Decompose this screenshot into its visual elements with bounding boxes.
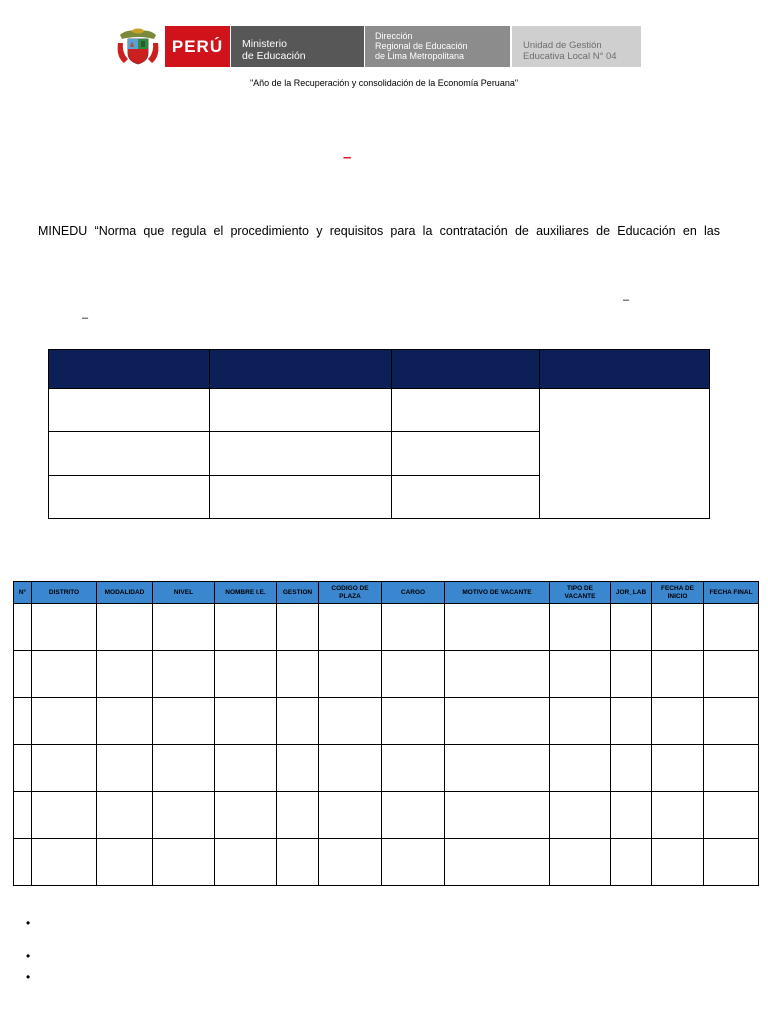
table-row bbox=[14, 604, 759, 651]
table-cell bbox=[550, 839, 611, 886]
table-cell bbox=[153, 839, 215, 886]
table-row bbox=[14, 839, 759, 886]
table-cell bbox=[277, 792, 319, 839]
bullet-point: • bbox=[26, 949, 31, 963]
table-cell bbox=[445, 839, 550, 886]
table-cell bbox=[153, 792, 215, 839]
dash-mark: – bbox=[82, 312, 89, 324]
col-header-school-name: NOMBRE I.E. bbox=[215, 582, 277, 604]
table-cell bbox=[611, 698, 652, 745]
col-header-start-date: FECHA DE INICIO bbox=[652, 582, 704, 604]
summary-row bbox=[49, 389, 710, 432]
col-header-workday: JOR_LAB bbox=[611, 582, 652, 604]
table-cell bbox=[550, 698, 611, 745]
table-row bbox=[14, 698, 759, 745]
summary-cell bbox=[49, 476, 210, 519]
table-cell bbox=[32, 651, 97, 698]
table-cell bbox=[277, 839, 319, 886]
summary-cell bbox=[392, 432, 540, 476]
table-cell bbox=[32, 745, 97, 792]
col-header-district: DISTRITO bbox=[32, 582, 97, 604]
dash-mark: – bbox=[623, 294, 630, 306]
table-cell bbox=[97, 651, 153, 698]
table-cell bbox=[611, 839, 652, 886]
table-cell bbox=[382, 698, 445, 745]
ministry-line-1: Ministerio bbox=[242, 38, 287, 50]
table-cell bbox=[14, 698, 32, 745]
table-cell bbox=[97, 604, 153, 651]
summary-cell bbox=[209, 476, 392, 519]
peru-logo-text: PERÚ bbox=[171, 36, 224, 56]
table-cell bbox=[704, 698, 759, 745]
table-cell bbox=[611, 604, 652, 651]
table-cell bbox=[550, 745, 611, 792]
regional-directorate-block bbox=[365, 26, 510, 67]
regional-line-1: Dirección bbox=[375, 31, 413, 41]
col-header-position: CARGO bbox=[382, 582, 445, 604]
table-cell bbox=[704, 604, 759, 651]
table-cell bbox=[215, 745, 277, 792]
table-cell bbox=[153, 604, 215, 651]
table-cell bbox=[97, 698, 153, 745]
table-cell bbox=[319, 792, 382, 839]
summary-merged-cell bbox=[540, 389, 710, 519]
table-cell bbox=[215, 651, 277, 698]
summary-header-cell bbox=[392, 350, 540, 389]
table-cell bbox=[550, 792, 611, 839]
table-cell bbox=[97, 792, 153, 839]
col-header-level: NIVEL bbox=[153, 582, 215, 604]
table-cell bbox=[14, 839, 32, 886]
table-row bbox=[14, 651, 759, 698]
table-cell bbox=[14, 604, 32, 651]
summary-header-cell bbox=[209, 350, 392, 389]
table-cell bbox=[382, 604, 445, 651]
table-cell bbox=[704, 651, 759, 698]
peru-logo bbox=[165, 26, 230, 67]
body-paragraph: MINEDU “Norma que regula el procedimiento y requisitos para la contratación de auxiliares de Educación en las bbox=[38, 224, 720, 238]
table-cell bbox=[153, 651, 215, 698]
col-header-post-code: CODIGO DE PLAZA bbox=[319, 582, 382, 604]
col-header-number: N° bbox=[14, 582, 32, 604]
table-cell bbox=[382, 651, 445, 698]
summary-header-row bbox=[49, 350, 710, 389]
ugel-line-2: Educativa Local N° 04 bbox=[523, 51, 617, 62]
table-cell bbox=[652, 604, 704, 651]
table-cell bbox=[215, 604, 277, 651]
coat-of-arms-icon bbox=[114, 27, 162, 67]
table-cell bbox=[611, 745, 652, 792]
table-cell bbox=[445, 792, 550, 839]
regional-line-3: de Lima Metropolitana bbox=[375, 51, 465, 61]
summary-cell bbox=[392, 476, 540, 519]
summary-header-cell bbox=[540, 350, 710, 389]
table-cell bbox=[550, 604, 611, 651]
table-cell bbox=[382, 792, 445, 839]
table-cell bbox=[215, 792, 277, 839]
table-cell bbox=[550, 651, 611, 698]
col-header-vacancy-reason: MOTIVO DE VACANTE bbox=[445, 582, 550, 604]
table-cell bbox=[32, 698, 97, 745]
ugel-line-1: Unidad de Gestión bbox=[523, 40, 602, 51]
bullet-point: • bbox=[26, 916, 31, 930]
table-cell bbox=[652, 792, 704, 839]
table-cell bbox=[319, 698, 382, 745]
year-motto: "Año de la Recuperación y consolidación de la Economía Peruana" bbox=[249, 78, 519, 88]
table-cell bbox=[652, 839, 704, 886]
table-cell bbox=[704, 745, 759, 792]
table-cell bbox=[611, 651, 652, 698]
regional-line-2: Regional de Educación bbox=[375, 41, 468, 51]
summary-cell bbox=[392, 389, 540, 432]
table-cell bbox=[652, 745, 704, 792]
table-cell bbox=[445, 604, 550, 651]
table-cell bbox=[277, 698, 319, 745]
ministry-line-2: de Educación bbox=[242, 50, 306, 62]
summary-cell bbox=[49, 389, 210, 432]
summary-cell bbox=[209, 389, 392, 432]
table-cell bbox=[97, 745, 153, 792]
table-cell bbox=[704, 839, 759, 886]
col-header-vacancy-type: TIPO DE VACANTE bbox=[550, 582, 611, 604]
table-cell bbox=[14, 792, 32, 839]
table-cell bbox=[32, 604, 97, 651]
table-cell bbox=[445, 698, 550, 745]
table-cell bbox=[319, 745, 382, 792]
table-cell bbox=[277, 745, 319, 792]
table-cell bbox=[445, 651, 550, 698]
col-header-modality: MODALIDAD bbox=[97, 582, 153, 604]
table-cell bbox=[153, 745, 215, 792]
table-cell bbox=[382, 839, 445, 886]
ministry-block bbox=[231, 26, 364, 67]
table-cell bbox=[277, 651, 319, 698]
ugel-block bbox=[512, 26, 641, 67]
table-cell bbox=[97, 839, 153, 886]
table-cell bbox=[319, 651, 382, 698]
summary-cell bbox=[209, 432, 392, 476]
table-cell bbox=[652, 651, 704, 698]
table-row bbox=[14, 792, 759, 839]
col-header-management: GESTION bbox=[277, 582, 319, 604]
table-cell bbox=[14, 745, 32, 792]
table-cell bbox=[319, 604, 382, 651]
vacancies-header-row bbox=[14, 582, 759, 604]
table-cell bbox=[14, 651, 32, 698]
table-cell bbox=[382, 745, 445, 792]
table-cell bbox=[611, 792, 652, 839]
table-cell bbox=[704, 792, 759, 839]
table-cell bbox=[652, 698, 704, 745]
table-cell bbox=[32, 792, 97, 839]
table-cell bbox=[215, 698, 277, 745]
table-cell bbox=[215, 839, 277, 886]
table-cell bbox=[153, 698, 215, 745]
table-cell bbox=[319, 839, 382, 886]
summary-cell bbox=[49, 432, 210, 476]
vacancies-body bbox=[14, 604, 759, 886]
table-cell bbox=[445, 745, 550, 792]
summary-header-cell bbox=[49, 350, 210, 389]
bullet-point: • bbox=[26, 970, 31, 984]
col-header-end-date: FECHA FINAL bbox=[704, 582, 759, 604]
title-dash: – bbox=[343, 149, 352, 166]
table-cell bbox=[277, 604, 319, 651]
vacancies-table bbox=[13, 581, 759, 886]
table-row bbox=[14, 745, 759, 792]
summary-table bbox=[48, 349, 710, 519]
table-cell bbox=[32, 839, 97, 886]
